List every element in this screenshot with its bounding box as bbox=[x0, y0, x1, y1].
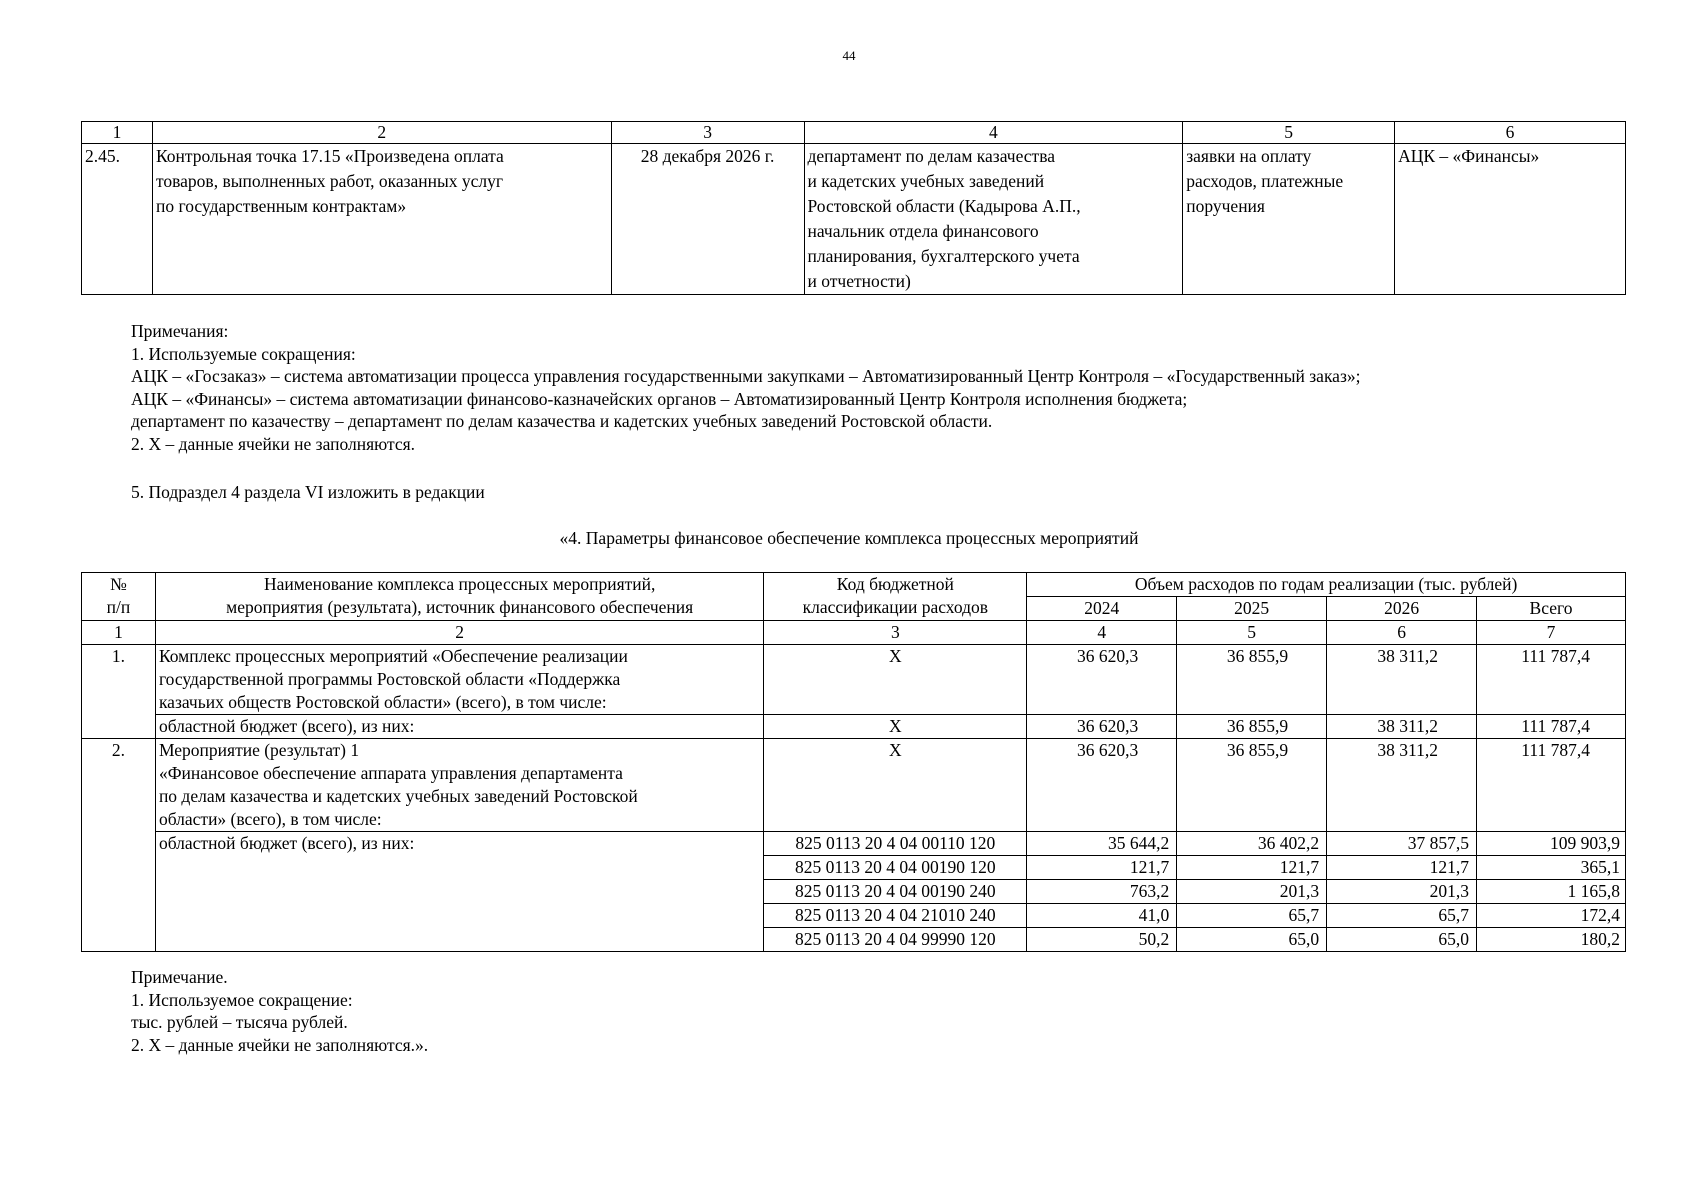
text-line: области» (всего), в том числе: bbox=[158, 809, 382, 829]
value-2024: 763,2 bbox=[1027, 880, 1177, 904]
value-2025: 36 855,9 bbox=[1177, 645, 1327, 715]
col-number: 4 bbox=[804, 122, 1183, 144]
value-2026: 65,0 bbox=[1327, 928, 1477, 952]
text-line: казачьих обществ Ростовской области» (всего), в том числе: bbox=[158, 692, 607, 712]
value-2024: 35 644,2 bbox=[1027, 832, 1177, 856]
table-row bbox=[82, 739, 1626, 832]
value-2026: 38 311,2 bbox=[1327, 715, 1477, 739]
header-name bbox=[155, 573, 763, 621]
complex-name bbox=[155, 645, 763, 715]
budget-code: 825 0113 20 4 04 99990 120 bbox=[764, 928, 1027, 952]
section-title: «4. Параметры финансовое обеспечение комплекса процессных мероприятий bbox=[559, 528, 1139, 548]
table-row bbox=[82, 144, 1626, 295]
col-number: 7 bbox=[1477, 621, 1626, 645]
text-line: «Финансовое обеспечение аппарата управления департамента bbox=[158, 763, 623, 783]
budget-code: X bbox=[764, 739, 1027, 832]
note-line: 1. Используемые сокращения: bbox=[131, 343, 356, 364]
value-total: 111 787,4 bbox=[1477, 739, 1626, 832]
note-line: 2. X – данные ячейки не заполняются.». bbox=[131, 1034, 429, 1055]
note-line: тыс. рублей – тысяча рублей. bbox=[131, 1012, 348, 1032]
value-2025: 65,7 bbox=[1177, 904, 1327, 928]
table-row bbox=[82, 645, 1626, 715]
value-2025: 36 855,9 bbox=[1177, 715, 1327, 739]
value-2025: 121,7 bbox=[1177, 856, 1327, 880]
value-2024: 36 620,3 bbox=[1027, 739, 1177, 832]
header-line: классификации расходов bbox=[802, 597, 989, 617]
notes-title: Примечания: bbox=[131, 321, 229, 341]
text-line: государственной программы Ростовской области «Поддержка bbox=[158, 669, 621, 689]
header-row bbox=[82, 573, 1626, 597]
column-number-row bbox=[82, 122, 1626, 144]
header-line: п/п bbox=[106, 597, 131, 617]
col-number: 5 bbox=[1183, 122, 1395, 144]
header-num bbox=[82, 573, 156, 621]
col-number: 3 bbox=[611, 122, 804, 144]
value-2024: 36 620,3 bbox=[1027, 645, 1177, 715]
funding-source: областной бюджет (всего), из них: bbox=[155, 715, 763, 739]
table-row bbox=[82, 832, 1626, 856]
measure-name bbox=[155, 739, 763, 832]
financing-table bbox=[81, 572, 1626, 952]
text-line: поручения bbox=[1186, 196, 1265, 216]
page-number: 44 bbox=[842, 48, 856, 63]
value-total: 1 165,8 bbox=[1477, 880, 1626, 904]
value-2025: 36 402,2 bbox=[1177, 832, 1327, 856]
value-total: 111 787,4 bbox=[1477, 715, 1626, 739]
note-line: департамент по казачеству – департамент по делам казачества и кадетских учебных заведений Ростовской области. bbox=[131, 411, 993, 431]
row-number: 2. bbox=[82, 739, 156, 952]
value-total: 172,4 bbox=[1477, 904, 1626, 928]
budget-code: 825 0113 20 4 04 00190 120 bbox=[764, 856, 1027, 880]
col-number: 4 bbox=[1027, 621, 1177, 645]
total-header: Всего bbox=[1477, 597, 1626, 621]
text-line: Ростовской области (Кадырова А.П., bbox=[807, 196, 1081, 216]
year-header: 2025 bbox=[1177, 597, 1327, 621]
col-number: 6 bbox=[1327, 621, 1477, 645]
row-number: 1. bbox=[82, 645, 156, 739]
budget-code: 825 0113 20 4 04 21010 240 bbox=[764, 904, 1027, 928]
text-line: товаров, выполненных работ, оказанных услуг bbox=[155, 171, 504, 191]
header-line: Код бюджетной bbox=[836, 574, 954, 594]
col-number: 3 bbox=[764, 621, 1027, 645]
column-number-row bbox=[82, 621, 1626, 645]
note-line: 2. X – данные ячейки не заполняются. bbox=[131, 433, 416, 454]
notes-section bbox=[131, 966, 428, 1056]
text-line: расходов, платежные bbox=[1186, 171, 1344, 191]
budget-code: X bbox=[764, 645, 1027, 715]
note-line: 1. Используемое сокращение: bbox=[131, 989, 353, 1010]
col-number: 2 bbox=[152, 122, 611, 144]
col-number: 1 bbox=[82, 122, 153, 144]
value-2026: 121,7 bbox=[1327, 856, 1477, 880]
confirming-documents bbox=[1183, 144, 1395, 295]
value-total: 109 903,9 bbox=[1477, 832, 1626, 856]
text-line: и отчетности) bbox=[807, 271, 911, 291]
budget-code: X bbox=[764, 715, 1027, 739]
budget-code: 825 0113 20 4 04 00190 240 bbox=[764, 880, 1027, 904]
year-header: 2024 bbox=[1027, 597, 1177, 621]
col-number: 2 bbox=[155, 621, 763, 645]
value-2024: 50,2 bbox=[1027, 928, 1177, 952]
value-total: 365,1 bbox=[1477, 856, 1626, 880]
amendment-instruction: 5. Подраздел 4 раздела VI изложить в редакции bbox=[131, 482, 485, 502]
text-line: департамент по делам казачества bbox=[807, 146, 1055, 166]
value-2026: 38 311,2 bbox=[1327, 645, 1477, 715]
information-system: АЦК – «Финансы» bbox=[1395, 144, 1626, 295]
text-line: планирования, бухгалтерского учета bbox=[807, 246, 1080, 266]
value-total: 111 787,4 bbox=[1477, 645, 1626, 715]
budget-code: 825 0113 20 4 04 00110 120 bbox=[764, 832, 1027, 856]
col-number: 6 bbox=[1395, 122, 1626, 144]
value-2024: 121,7 bbox=[1027, 856, 1177, 880]
deadline-date: 28 декабря 2026 г. bbox=[611, 144, 804, 295]
col-number: 1 bbox=[82, 621, 156, 645]
notes-section bbox=[131, 320, 1360, 455]
value-2025: 201,3 bbox=[1177, 880, 1327, 904]
header-line: № bbox=[110, 574, 127, 594]
value-total: 180,2 bbox=[1477, 928, 1626, 952]
text-line: Мероприятие (результат) 1 bbox=[158, 740, 360, 760]
text-line: начальник отдела финансового bbox=[807, 221, 1039, 241]
header-code bbox=[764, 573, 1027, 621]
value-2026: 38 311,2 bbox=[1327, 739, 1477, 832]
text-line: и кадетских учебных заведений bbox=[807, 171, 1045, 191]
col-number: 5 bbox=[1177, 621, 1327, 645]
header-line: Наименование комплекса процессных мероприятий, bbox=[263, 574, 656, 594]
text-line: заявки на оплату bbox=[1186, 146, 1312, 166]
note-line: АЦК – «Финансы» – система автоматизации финансово-казначейских органов – Автоматизированный Центр Контроля исполнения бюджета; bbox=[131, 388, 1188, 409]
funding-source: областной бюджет (всего), из них: bbox=[155, 832, 763, 952]
control-point-name bbox=[152, 144, 611, 295]
text-line: по государственным контрактам» bbox=[155, 196, 407, 216]
value-2024: 36 620,3 bbox=[1027, 715, 1177, 739]
value-2025: 36 855,9 bbox=[1177, 739, 1327, 832]
control-point-table bbox=[81, 121, 1626, 295]
row-number: 2.45. bbox=[82, 144, 153, 295]
value-2026: 65,7 bbox=[1327, 904, 1477, 928]
value-2025: 65,0 bbox=[1177, 928, 1327, 952]
responsible-executor bbox=[804, 144, 1183, 295]
value-2026: 37 857,5 bbox=[1327, 832, 1477, 856]
table-row bbox=[82, 715, 1626, 739]
header-line: мероприятия (результата), источник финансового обеспечения bbox=[226, 597, 694, 617]
value-2024: 41,0 bbox=[1027, 904, 1177, 928]
text-line: Контрольная точка 17.15 «Произведена оплата bbox=[155, 146, 504, 166]
notes-title: Примечание. bbox=[131, 967, 228, 987]
text-line: по делам казачества и кадетских учебных заведений Ростовской bbox=[158, 786, 638, 806]
text-line: Комплекс процессных мероприятий «Обеспечение реализации bbox=[158, 646, 628, 666]
value-2026: 201,3 bbox=[1327, 880, 1477, 904]
note-line: АЦК – «Госзаказ» – система автоматизации процесса управления государственными закупками – Автоматизированный Центр Контроля – «Государственный заказ»; bbox=[131, 366, 1361, 386]
header-volume: Объем расходов по годам реализации (тыс. рублей) bbox=[1027, 573, 1626, 597]
year-header: 2026 bbox=[1327, 597, 1477, 621]
